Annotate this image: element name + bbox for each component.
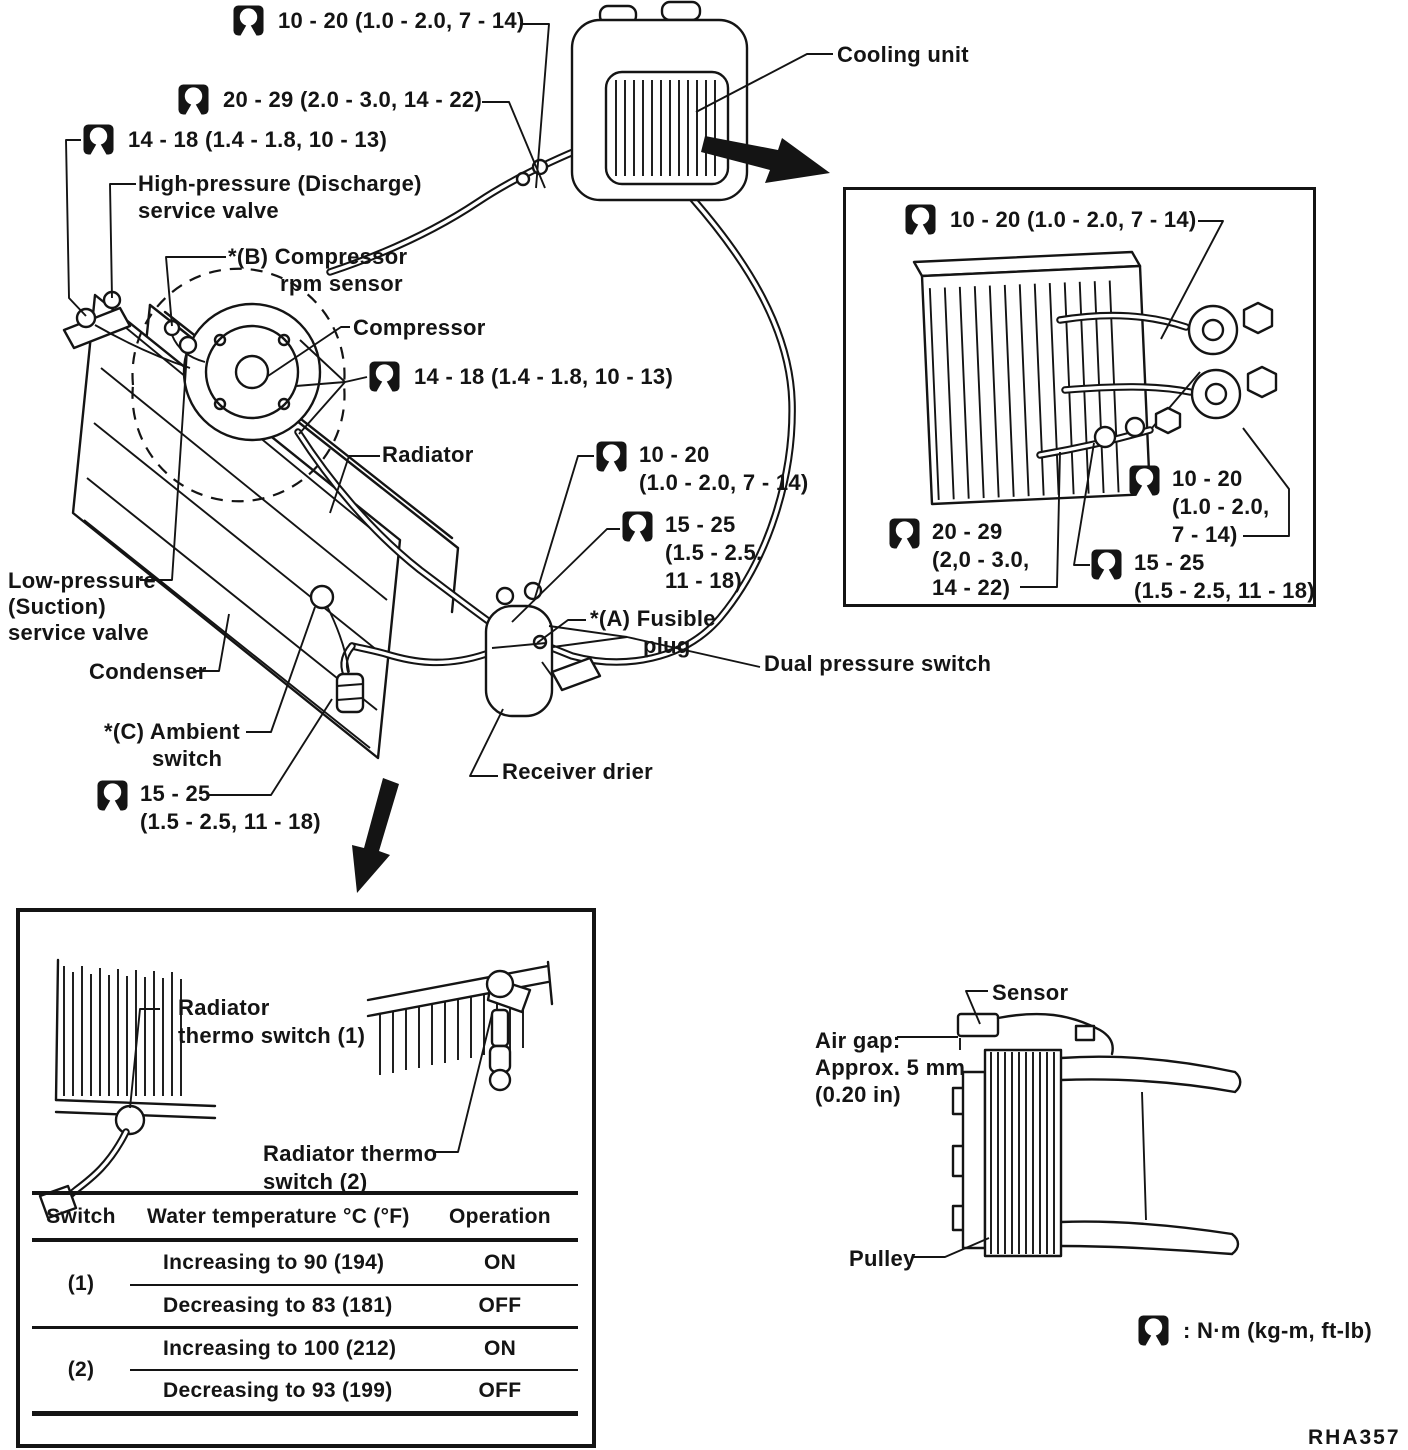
part-label-radiator-thermo-switch-2: Radiator thermo switch (2) bbox=[263, 1141, 438, 1194]
torque-wrench-icon bbox=[596, 441, 627, 472]
cooling-unit-drawing bbox=[572, 2, 747, 200]
part-label-sensor: Sensor bbox=[992, 980, 1069, 1005]
torque-wrench-icon bbox=[622, 511, 653, 542]
torque-label-inset-top: 10 - 20 (1.0 - 2.0, 7 - 14) bbox=[905, 204, 1197, 235]
torque-wrench-icon bbox=[1091, 549, 1122, 580]
table-cell-temp: Increasing to 90 (194) bbox=[163, 1251, 385, 1274]
part-label-cooling-unit: Cooling unit bbox=[837, 42, 969, 67]
table-cell-operation: OFF bbox=[422, 1369, 578, 1411]
receiver-drier-drawing bbox=[486, 583, 600, 716]
torque-label-condenser: 15 - 25 (1.5 - 2.5, 11 - 18) bbox=[97, 780, 321, 836]
torque-label-drier-line-2: 15 - 25 (1.5 - 2.5, 11 - 18) bbox=[622, 511, 762, 595]
torque-label-inset-right: 10 - 20 (1.0 - 2.0, 7 - 14) bbox=[1129, 465, 1269, 549]
torque-label-compressor: 14 - 18 (1.4 - 1.8, 10 - 13) bbox=[369, 361, 673, 392]
part-label-radiator: Radiator bbox=[382, 442, 474, 467]
torque-wrench-icon bbox=[889, 518, 920, 549]
pulley-drawing bbox=[953, 1014, 1240, 1256]
table-cell-operation: OFF bbox=[422, 1284, 578, 1326]
part-label-dual-pressure-switch: Dual pressure switch bbox=[764, 651, 992, 676]
torque-wrench-icon bbox=[233, 5, 264, 36]
torque-label-drier-line-1: 10 - 20 (1.0 - 2.0, 7 - 14) bbox=[596, 441, 809, 497]
part-label-compressor: Compressor bbox=[353, 315, 486, 340]
table-cell-temp: Decreasing to 93 (199) bbox=[130, 1369, 422, 1411]
torque-label-top-1: 10 - 20 (1.0 - 2.0, 7 - 14) bbox=[233, 5, 525, 36]
figure-code: RHA357 bbox=[1308, 1426, 1401, 1449]
torque-wrench-icon bbox=[905, 204, 936, 235]
part-label-condenser: Condenser bbox=[89, 659, 207, 684]
table-cell-temp: Increasing to 100 (212) bbox=[130, 1326, 422, 1369]
part-label-pulley: Pulley bbox=[849, 1246, 916, 1271]
torque-wrench-icon bbox=[178, 84, 209, 115]
table-cell-operation: ON bbox=[422, 1326, 578, 1369]
arrow-to-thermo-box bbox=[352, 778, 399, 893]
part-label-receiver-drier: Receiver drier bbox=[502, 759, 653, 784]
torque-label-inset-bottom: 15 - 25 (1.5 - 2.5, 11 - 18) bbox=[1091, 549, 1315, 605]
part-label-high-pressure-valve: High-pressure (Discharge) service valve bbox=[138, 171, 422, 223]
part-label-fusible-plug: *(A) Fusible plug bbox=[590, 606, 716, 658]
thermo-switch-table bbox=[32, 1191, 578, 1416]
table-switch-group-1: (1) bbox=[67, 1272, 95, 1295]
radiator-corner-right-drawing bbox=[368, 962, 552, 1090]
torque-unit-legend: : N·m (kg-m, ft-lb) bbox=[1138, 1315, 1372, 1346]
torque-wrench-icon bbox=[1129, 465, 1160, 496]
torque-label-inset-left: 20 - 29 (2,0 - 3.0, 14 - 22) bbox=[889, 518, 1029, 602]
torque-label-top-3: 14 - 18 (1.4 - 1.8, 10 - 13) bbox=[83, 124, 387, 155]
part-label-low-pressure-valve: Low-pressure (Suction) service valve bbox=[8, 568, 156, 645]
torque-wrench-icon bbox=[1138, 1315, 1169, 1346]
table-header-switch: Switch bbox=[32, 1195, 130, 1242]
label-air-gap-spec: Air gap: Approx. 5 mm (0.20 in) bbox=[815, 1028, 966, 1107]
table-header-water-temperature: Water temperature °C (°F) bbox=[130, 1195, 422, 1242]
part-label-compressor-rpm-sensor: *(B) Compressor rpm sensor bbox=[228, 244, 408, 296]
table-cell-temp: Decreasing to 83 (181) bbox=[130, 1284, 422, 1326]
table-switch-group-2: (2) bbox=[32, 1326, 130, 1411]
torque-wrench-icon bbox=[83, 124, 114, 155]
part-label-radiator-thermo-switch-1: Radiator thermo switch (1) bbox=[178, 995, 366, 1048]
part-label-ambient-switch: *(C) Ambient switch bbox=[104, 719, 240, 771]
table-header-operation: Operation bbox=[422, 1195, 578, 1242]
table-cell-operation: ON bbox=[483, 1251, 517, 1274]
torque-wrench-icon bbox=[369, 361, 400, 392]
torque-wrench-icon bbox=[97, 780, 128, 811]
torque-label-top-2: 20 - 29 (2.0 - 3.0, 14 - 22) bbox=[178, 84, 482, 115]
